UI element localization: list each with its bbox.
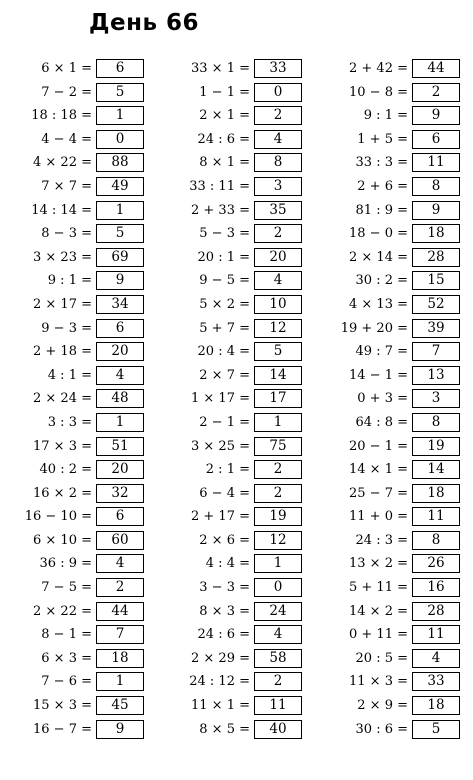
answer-box: 75 xyxy=(254,437,302,456)
exercise-expression: 11 + 0 = xyxy=(349,509,408,525)
exercise-row xyxy=(316,600,466,624)
exercise-expression: 14 × 1 = xyxy=(349,462,408,478)
exercise-row xyxy=(0,623,150,647)
exercise-expression: 18 : 18 = xyxy=(31,108,92,124)
exercise-row xyxy=(316,718,466,742)
answer-box: 15 xyxy=(412,271,460,290)
answer-box: 24 xyxy=(254,602,302,621)
exercise-expression: 9 − 5 = xyxy=(199,273,250,289)
answer-box: 11 xyxy=(412,625,460,644)
answer-box: 33 xyxy=(412,672,460,691)
answer-box: 11 xyxy=(254,696,302,715)
answer-box: 2 xyxy=(254,224,302,243)
exercise-expression: 6 × 3 = xyxy=(41,650,92,666)
exercise-row xyxy=(158,458,308,482)
exercise-row xyxy=(0,529,150,553)
exercise-expression: 6 × 10 = xyxy=(33,532,92,548)
answer-box: 13 xyxy=(412,366,460,385)
answer-box: 1 xyxy=(96,106,144,125)
exercise-expression: 11 × 3 = xyxy=(349,674,408,690)
exercise-row xyxy=(158,151,308,175)
exercise-row xyxy=(316,104,466,128)
exercise-expression: 33 : 11 = xyxy=(189,178,250,194)
exercise-expression: 2 × 9 = xyxy=(357,698,408,714)
exercise-row xyxy=(158,529,308,553)
exercise-row xyxy=(158,128,308,152)
exercise-row xyxy=(158,81,308,105)
exercise-row xyxy=(0,364,150,388)
exercise-row xyxy=(158,647,308,671)
exercise-row xyxy=(316,482,466,506)
exercise-row xyxy=(158,600,308,624)
exercise-row xyxy=(316,647,466,671)
exercise-row xyxy=(0,482,150,506)
exercise-row xyxy=(316,340,466,364)
exercise-expression: 2 + 42 = xyxy=(349,61,408,76)
answer-box: 4 xyxy=(254,271,302,290)
exercise-expression: 2 × 14 = xyxy=(349,249,408,265)
exercise-expression: 20 − 1 = xyxy=(349,438,408,454)
answer-box: 51 xyxy=(96,437,144,456)
answer-box: 4 xyxy=(96,366,144,385)
answer-box: 9 xyxy=(96,720,144,739)
exercise-row xyxy=(158,222,308,246)
exercise-row xyxy=(316,222,466,246)
exercise-expression: 2 × 24 = xyxy=(33,391,92,407)
exercise-expression: 14 : 14 = xyxy=(31,202,92,218)
exercise-expression: 14 − 1 = xyxy=(349,367,408,383)
exercise-expression: 3 × 25 = xyxy=(191,438,250,454)
exercise-row xyxy=(316,529,466,553)
exercise-row xyxy=(0,128,150,152)
answer-box: 7 xyxy=(96,625,144,644)
exercise-row xyxy=(0,458,150,482)
exercise-expression: 7 × 7 = xyxy=(41,178,92,194)
exercise-expression: 6 − 4 = xyxy=(199,485,250,501)
exercise-row xyxy=(158,435,308,459)
exercise-row xyxy=(316,623,466,647)
answer-box: 2 xyxy=(412,83,460,102)
exercise-expression: 2 : 1 = xyxy=(205,462,250,478)
answer-box: 49 xyxy=(96,177,144,196)
exercise-expression: 1 − 1 = xyxy=(199,84,250,100)
exercise-expression: 40 : 2 = xyxy=(39,462,92,478)
answer-box: 10 xyxy=(254,295,302,314)
exercise-expression: 0 + 3 = xyxy=(357,391,408,407)
exercise-row xyxy=(158,293,308,317)
exercise-expression: 0 + 11 = xyxy=(349,627,408,643)
answer-box: 5 xyxy=(96,224,144,243)
exercise-expression: 16 − 7 = xyxy=(33,721,92,737)
exercise-row xyxy=(316,199,466,223)
exercise-row xyxy=(0,293,150,317)
exercise-row xyxy=(0,411,150,435)
answer-box: 4 xyxy=(254,130,302,149)
exercise-expression: 17 × 3 = xyxy=(33,438,92,454)
exercise-expression: 20 : 4 = xyxy=(197,344,250,360)
exercise-row xyxy=(0,57,150,81)
exercise-row xyxy=(0,269,150,293)
exercise-row xyxy=(158,104,308,128)
answer-box: 26 xyxy=(412,554,460,573)
answer-box: 18 xyxy=(412,696,460,715)
exercise-row xyxy=(316,364,466,388)
answer-box: 2 xyxy=(254,672,302,691)
answer-box: 1 xyxy=(254,554,302,573)
exercise-expression: 33 : 3 = xyxy=(355,155,408,171)
exercise-row xyxy=(158,718,308,742)
answer-box: 0 xyxy=(254,578,302,597)
answer-box: 48 xyxy=(96,389,144,408)
exercise-row xyxy=(316,175,466,199)
exercise-expression: 2 × 17 = xyxy=(33,296,92,312)
exercise-row xyxy=(316,670,466,694)
answer-box: 8 xyxy=(412,177,460,196)
answer-box: 2 xyxy=(254,484,302,503)
exercise-expression: 4 × 22 = xyxy=(33,155,92,171)
answer-box: 5 xyxy=(96,83,144,102)
answer-box: 3 xyxy=(254,177,302,196)
exercise-row xyxy=(0,81,150,105)
exercise-expression: 1 + 5 = xyxy=(357,131,408,147)
answer-box: 14 xyxy=(412,460,460,479)
answer-box: 6 xyxy=(96,59,144,78)
answer-box: 8 xyxy=(254,153,302,172)
exercise-row xyxy=(316,269,466,293)
answer-box: 8 xyxy=(412,531,460,550)
exercise-row xyxy=(316,387,466,411)
exercise-expression: 24 : 3 = xyxy=(355,532,408,548)
answer-box: 9 xyxy=(96,271,144,290)
exercise-row xyxy=(316,552,466,576)
exercise-row xyxy=(158,364,308,388)
answer-box: 12 xyxy=(254,319,302,338)
exercise-row xyxy=(158,576,308,600)
exercise-row xyxy=(158,482,308,506)
exercise-row xyxy=(158,199,308,223)
answer-box: 11 xyxy=(412,153,460,172)
exercise-row xyxy=(0,647,150,671)
exercise-row xyxy=(158,694,308,718)
exercise-expression: 20 : 5 = xyxy=(355,650,408,666)
exercise-row xyxy=(316,576,466,600)
exercise-expression: 5 + 11 = xyxy=(349,580,408,596)
exercise-expression: 8 − 1 = xyxy=(41,627,92,643)
answer-box: 2 xyxy=(96,578,144,597)
answer-box: 20 xyxy=(96,342,144,361)
exercise-column-3 xyxy=(316,57,466,741)
exercise-expression: 2 × 6 = xyxy=(199,532,250,548)
exercise-row xyxy=(0,435,150,459)
answer-box: 60 xyxy=(96,531,144,550)
exercise-row xyxy=(158,411,308,435)
answer-box: 5 xyxy=(412,720,460,739)
answer-box: 20 xyxy=(96,460,144,479)
exercise-expression: 7 − 6 = xyxy=(41,674,92,690)
exercise-row xyxy=(316,246,466,270)
exercise-expression: 4 : 1 = xyxy=(47,367,92,383)
answer-box: 58 xyxy=(254,649,302,668)
answer-box: 7 xyxy=(412,342,460,361)
answer-box: 18 xyxy=(96,649,144,668)
exercise-row xyxy=(316,81,466,105)
answer-box: 33 xyxy=(254,59,302,78)
answer-box: 12 xyxy=(254,531,302,550)
exercise-row xyxy=(316,411,466,435)
answer-box: 32 xyxy=(96,484,144,503)
answer-box: 52 xyxy=(412,295,460,314)
exercise-row xyxy=(316,128,466,152)
exercise-expression: 3 − 3 = xyxy=(199,580,250,596)
exercise-expression: 24 : 6 = xyxy=(197,627,250,643)
exercise-expression: 9 : 1 = xyxy=(363,108,408,124)
exercise-row xyxy=(158,269,308,293)
answer-box: 1 xyxy=(254,413,302,432)
answer-box: 5 xyxy=(254,342,302,361)
answer-box: 8 xyxy=(412,413,460,432)
exercise-row xyxy=(158,340,308,364)
exercise-expression: 5 × 2 = xyxy=(199,296,250,312)
answer-box: 0 xyxy=(254,83,302,102)
exercise-row xyxy=(158,317,308,341)
exercise-expression: 2 × 22 = xyxy=(33,603,92,619)
exercise-row xyxy=(158,175,308,199)
exercise-row xyxy=(316,694,466,718)
exercise-row xyxy=(316,505,466,529)
exercise-expression: 2 + 17 = xyxy=(191,509,250,525)
exercise-expression: 8 − 3 = xyxy=(41,226,92,242)
exercise-expression: 8 × 1 = xyxy=(199,155,250,171)
exercise-row xyxy=(0,222,150,246)
exercise-row xyxy=(0,340,150,364)
exercise-expression: 10 − 8 = xyxy=(349,84,408,100)
exercise-row xyxy=(158,246,308,270)
exercise-row xyxy=(0,104,150,128)
exercise-expression: 4 : 4 = xyxy=(205,556,250,572)
answer-box: 39 xyxy=(412,319,460,338)
answer-box: 14 xyxy=(254,366,302,385)
answer-box: 6 xyxy=(412,130,460,149)
exercise-column-2 xyxy=(158,57,308,741)
answer-box: 44 xyxy=(96,602,144,621)
exercise-row xyxy=(158,505,308,529)
exercise-expression: 7 − 5 = xyxy=(41,580,92,596)
answer-box: 44 xyxy=(412,59,460,78)
answer-box: 1 xyxy=(96,672,144,691)
exercise-expression: 9 : 1 = xyxy=(47,273,92,289)
exercise-expression: 2 + 33 = xyxy=(191,202,250,218)
answer-box: 9 xyxy=(412,201,460,220)
exercise-row xyxy=(158,670,308,694)
answer-box: 2 xyxy=(254,460,302,479)
exercise-expression: 2 × 1 = xyxy=(199,108,250,124)
exercise-row xyxy=(316,317,466,341)
exercise-row xyxy=(0,175,150,199)
exercise-expression: 2 + 6 = xyxy=(357,178,408,194)
answer-box: 88 xyxy=(96,153,144,172)
exercise-row xyxy=(316,435,466,459)
exercise-row xyxy=(0,151,150,175)
exercise-expression: 49 : 7 = xyxy=(355,344,408,360)
answer-box: 1 xyxy=(96,201,144,220)
exercise-row xyxy=(0,600,150,624)
answer-box: 40 xyxy=(254,720,302,739)
exercise-expression: 20 : 1 = xyxy=(197,249,250,265)
answer-box: 6 xyxy=(96,319,144,338)
answer-box: 20 xyxy=(254,248,302,267)
answer-box: 2 xyxy=(254,106,302,125)
exercise-expression: 25 − 7 = xyxy=(349,485,408,501)
exercise-expression: 4 × 13 = xyxy=(349,296,408,312)
answer-box: 16 xyxy=(412,578,460,597)
exercise-expression: 11 × 1 = xyxy=(191,698,250,714)
exercise-expression: 30 : 6 = xyxy=(355,721,408,737)
answer-box: 28 xyxy=(412,248,460,267)
answer-box: 4 xyxy=(254,625,302,644)
exercise-expression: 16 − 10 = xyxy=(24,509,92,525)
answer-box: 34 xyxy=(96,295,144,314)
answer-box: 3 xyxy=(412,389,460,408)
exercise-row xyxy=(316,151,466,175)
exercise-row xyxy=(316,458,466,482)
exercise-expression: 3 : 3 = xyxy=(47,414,92,430)
exercise-row xyxy=(0,246,150,270)
exercise-row xyxy=(158,57,308,81)
exercise-row xyxy=(316,57,466,81)
exercise-expression: 5 + 7 = xyxy=(199,320,250,336)
exercise-row xyxy=(0,576,150,600)
exercise-row xyxy=(158,623,308,647)
exercise-expression: 19 + 20 = xyxy=(340,320,408,336)
exercise-expression: 2 + 18 = xyxy=(33,344,92,360)
answer-box: 35 xyxy=(254,201,302,220)
answer-box: 17 xyxy=(254,389,302,408)
exercise-expression: 6 × 1 = xyxy=(41,61,92,76)
answer-box: 4 xyxy=(412,649,460,668)
page-title: День 66 xyxy=(89,10,200,36)
exercise-expression: 14 × 2 = xyxy=(349,603,408,619)
answer-box: 69 xyxy=(96,248,144,267)
answer-box: 1 xyxy=(96,413,144,432)
exercise-expression: 81 : 9 = xyxy=(355,202,408,218)
exercise-expression: 64 : 8 = xyxy=(355,414,408,430)
answer-box: 4 xyxy=(96,554,144,573)
exercise-expression: 24 : 6 = xyxy=(197,131,250,147)
exercise-row xyxy=(0,387,150,411)
exercise-expression: 16 × 2 = xyxy=(33,485,92,501)
exercise-column-1 xyxy=(0,57,150,741)
exercise-expression: 2 × 29 = xyxy=(191,650,250,666)
exercise-expression: 13 × 2 = xyxy=(349,556,408,572)
answer-box: 19 xyxy=(254,507,302,526)
exercise-expression: 5 − 3 = xyxy=(199,226,250,242)
exercise-expression: 24 : 12 = xyxy=(189,674,250,690)
exercise-expression: 18 − 0 = xyxy=(349,226,408,242)
answer-box: 6 xyxy=(96,507,144,526)
answer-box: 18 xyxy=(412,484,460,503)
exercise-expression: 3 × 23 = xyxy=(33,249,92,265)
exercise-expression: 9 − 3 = xyxy=(41,320,92,336)
exercise-expression: 30 : 2 = xyxy=(355,273,408,289)
exercise-expression: 8 × 5 = xyxy=(199,721,250,737)
exercise-row xyxy=(316,293,466,317)
answer-box: 11 xyxy=(412,507,460,526)
exercise-expression: 4 − 4 = xyxy=(41,131,92,147)
exercise-row xyxy=(0,694,150,718)
answer-box: 0 xyxy=(96,130,144,149)
answer-box: 45 xyxy=(96,696,144,715)
exercise-expression: 15 × 3 = xyxy=(33,698,92,714)
exercise-row xyxy=(0,552,150,576)
exercise-row xyxy=(158,387,308,411)
exercise-expression: 7 − 2 = xyxy=(41,84,92,100)
exercise-row xyxy=(158,552,308,576)
exercise-row xyxy=(0,670,150,694)
exercise-row xyxy=(0,199,150,223)
exercise-row xyxy=(0,718,150,742)
exercise-expression: 2 − 1 = xyxy=(199,414,250,430)
answer-box: 28 xyxy=(412,602,460,621)
exercise-expression: 33 × 1 = xyxy=(191,61,250,76)
exercise-expression: 1 × 17 = xyxy=(191,391,250,407)
exercise-expression: 36 : 9 = xyxy=(39,556,92,572)
exercise-row xyxy=(0,317,150,341)
exercise-expression: 2 × 7 = xyxy=(199,367,250,383)
answer-box: 9 xyxy=(412,106,460,125)
answer-box: 19 xyxy=(412,437,460,456)
exercise-row xyxy=(0,505,150,529)
exercise-expression: 8 × 3 = xyxy=(199,603,250,619)
answer-box: 18 xyxy=(412,224,460,243)
